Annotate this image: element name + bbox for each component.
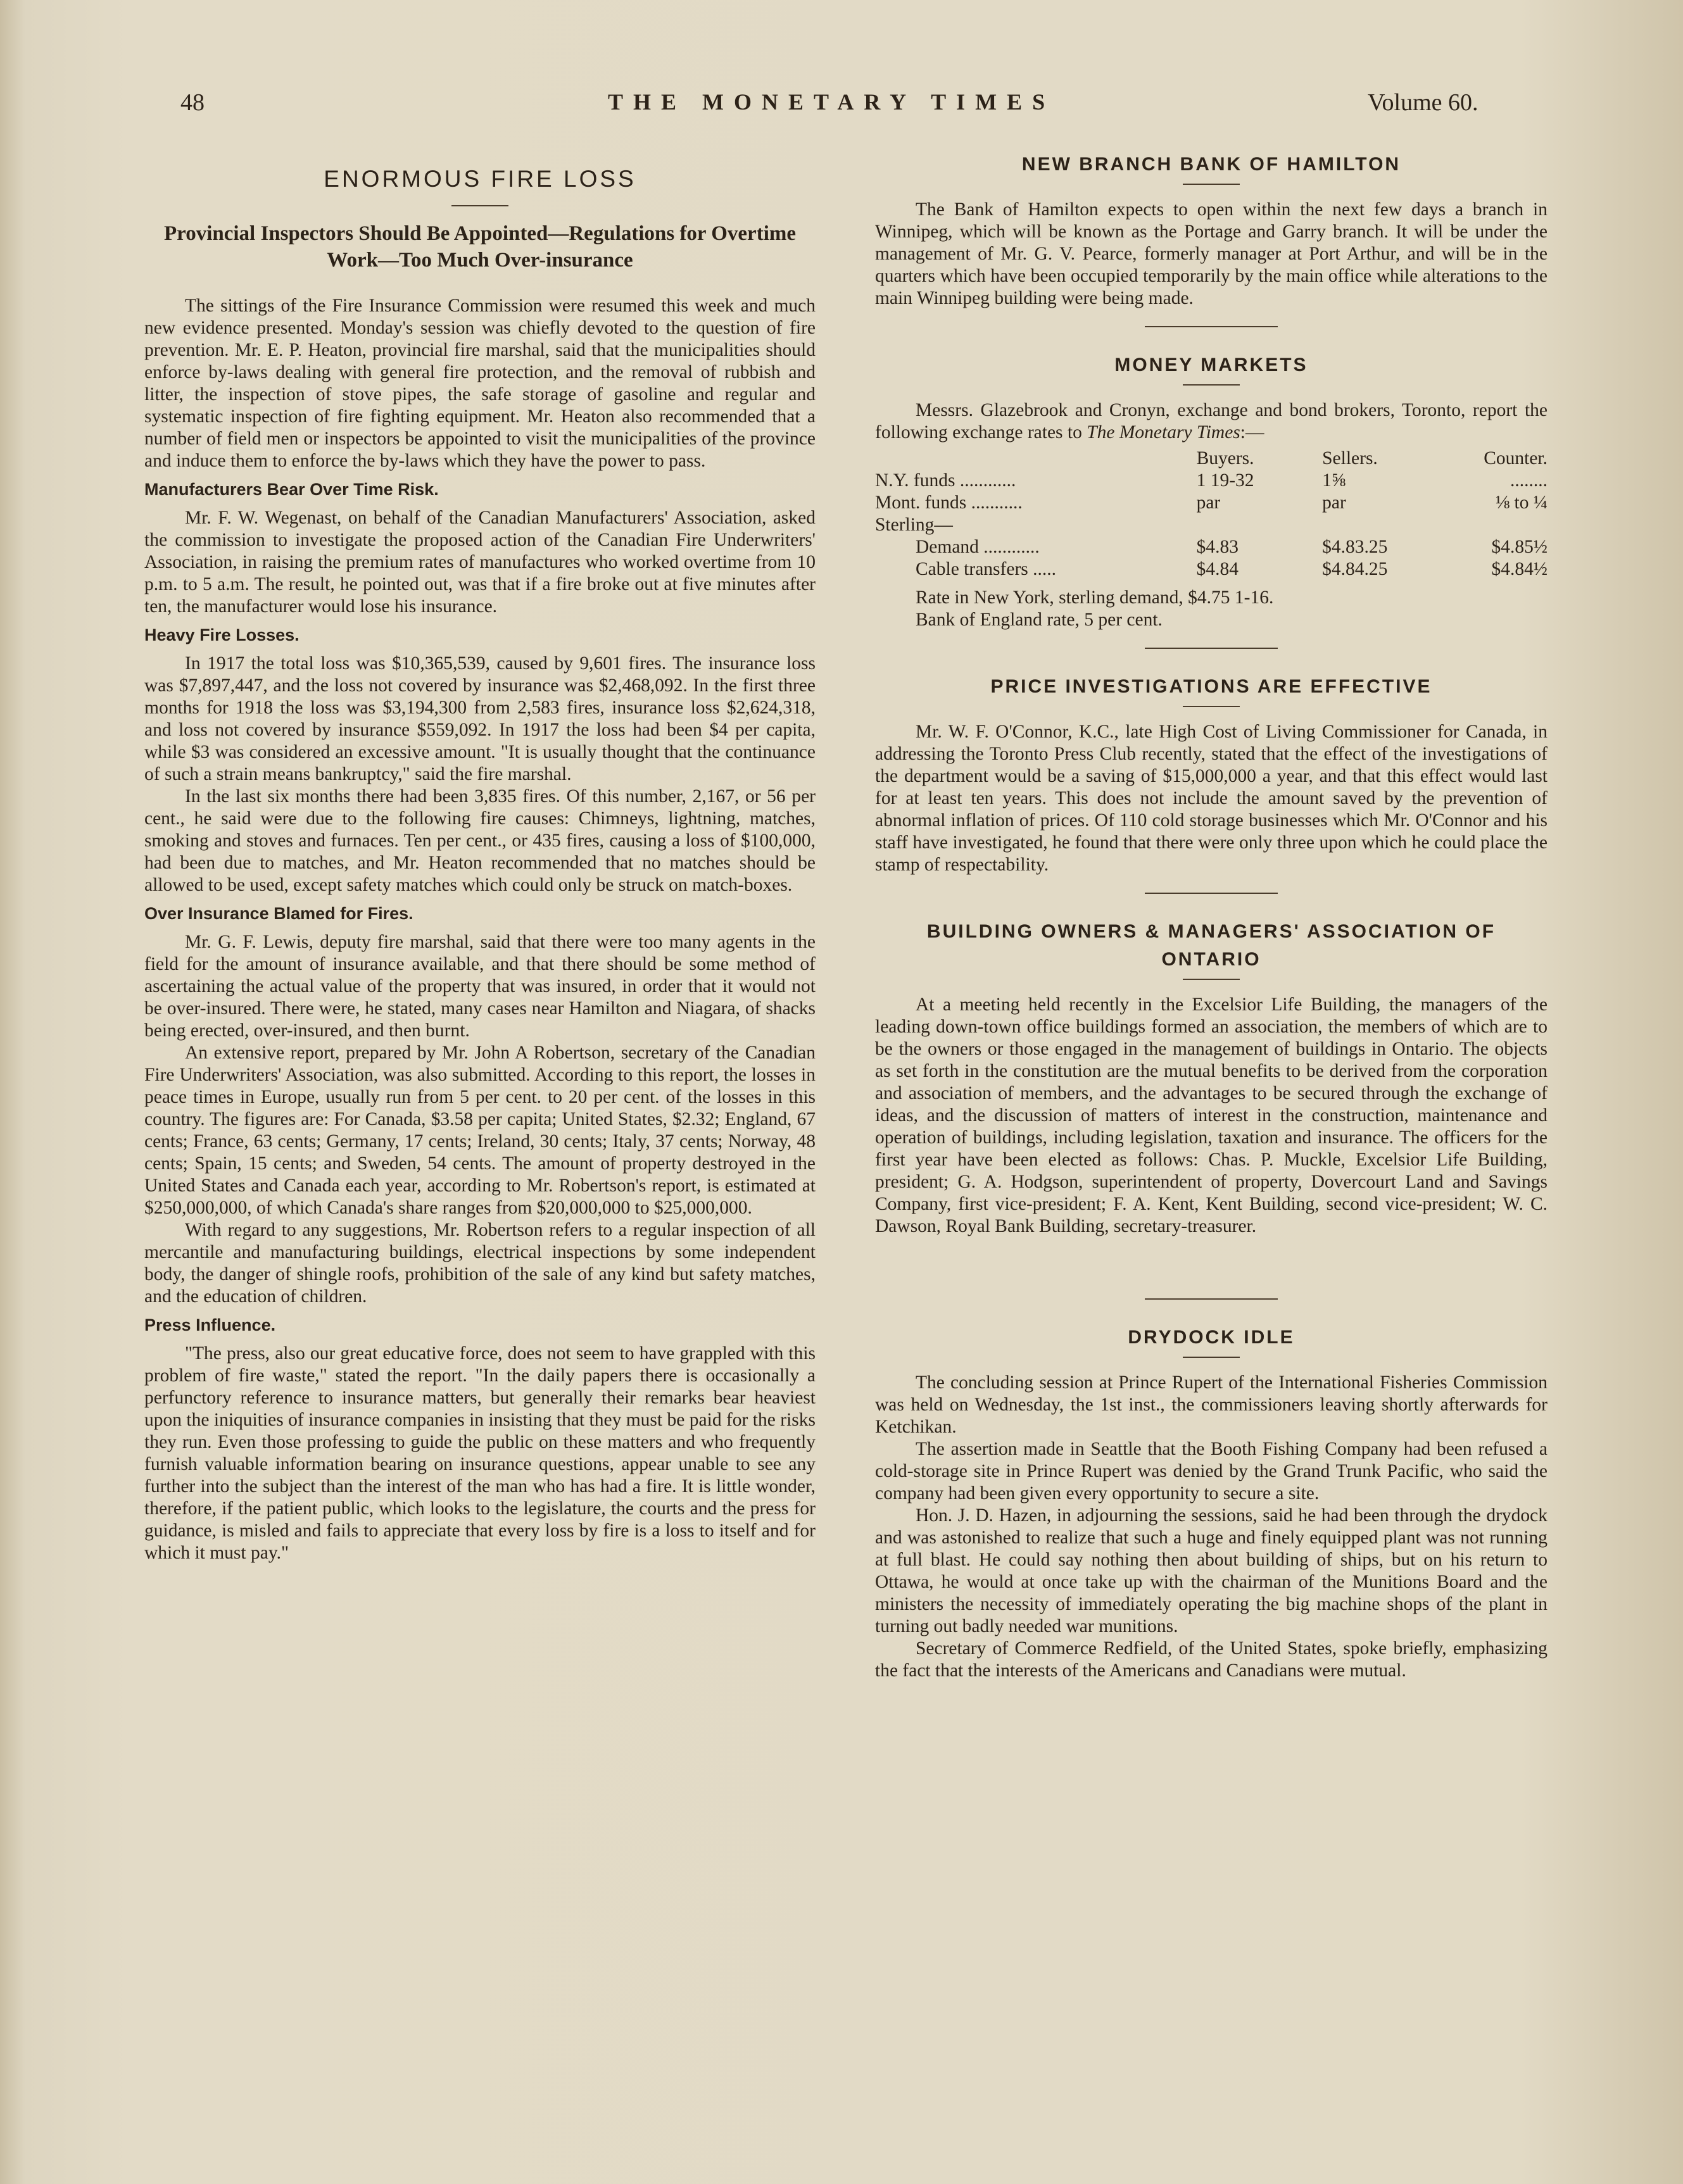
- table-header-cell: Counter.: [1484, 448, 1547, 468]
- row-label: Mont. funds ...........: [875, 493, 1023, 513]
- paragraph: At a meeting held recently in the Excelsior Life Building, the managers of the leading down-town office buildings formed an association, the members of which are to be the owners or those engaged in the management of buildings in Ontario. The objects as set forth in the constitution are the mutual benefits to be derived from the corporation and association of members, and the advantages to be secured through the exchange of ideas, and the discussion of matters of interest in the construction, maintenance and operation of buildings, including legislation, taxation and insurance. The officers for the first year have been elected as follows: Chas. P. Muckle, Excelsior Life Building, president; G. A. Hodgson, superintendent of property, Dovercourt Land and Savings Company, first vice-president; F. A. Kent, Kent Building, second vice-president; W. C. Dawson, Royal Bank Building, secretary-treasurer.: [875, 995, 1547, 1236]
- counter-cell: ⅛ to ¼: [1496, 493, 1547, 513]
- title-rule: [1183, 979, 1240, 980]
- masthead: THE MONETARY TIMES: [608, 89, 1056, 115]
- table-row: [875, 536, 1547, 558]
- article-title-continued: ONTARIO: [1161, 949, 1261, 970]
- intro-paragraph: The sittings of the Fire Insurance Commission were resumed this week and much new evidence presented. Monday's session was chiefly devoted to the question of fire prevention. Mr. E. P. Heaton, provincial fire marshal, said that the municipalities should enforce by-laws dealing with general fire protection, and the removal of rubbish and litter, the inspection of stove pipes, the safe storage of gasoline and regular and systematic inspection of fire fighting equipment. Mr. Heaton also recommended that a number of field men or inspectors be appointed to visit the municipalities of the province and induce them to enforce the by-laws which they have the power to pass.: [144, 296, 816, 471]
- paragraph: In the last six months there had been 3,835 fires. Of this number, 2,167, or 56 per cent., he said were due to the following fire causes: Chimneys, lightning, matches, smoking and stoves and furnaces. Ten per cent., or 435 fires, causing a loss of $100,000, had been due to matches, and Mr. Heaton recommended that no matches should be allowed to be used, except safety matches which could only be struck on match-boxes.: [144, 786, 816, 895]
- buyers-cell: par: [1196, 493, 1221, 513]
- paragraph: "The press, also our great educative force, does not seem to have grappled with this problem of fire waste," stated the report. "In the daily papers there is occasionally a perfunctory reference to insurance matters, but generally their remarks bear heaviest upon the iniquities of insurance companies in insisting that they must be paid for the risks they run. Even those professing to guide the public on these matters and who frequently furnish valuable information bearing on insurance questions, appear unable to see any further into the subject than the interest of the man who has had a fire. It is little wonder, therefore, if the patient public, which looks to the legislature, the courts and the press for guidance, is misled and fails to appreciate that every loss by fire is a loss to itself and for which it must pay.": [144, 1343, 816, 1563]
- section-heading: Heavy Fire Losses.: [144, 625, 299, 644]
- article-divider: [1145, 648, 1278, 649]
- running-header: [0, 89, 1683, 133]
- article-subtitle: Provincial Inspectors Should Be Appointed—Regulations for Overtime Work—Too Much Over-insurance: [164, 222, 796, 272]
- article-title: NEW BRANCH BANK OF HAMILTON: [1021, 154, 1401, 175]
- counter-cell: [1443, 514, 1547, 536]
- buyers-cell: $4.83: [1196, 537, 1239, 557]
- article-title: BUILDING OWNERS & MANAGERS' ASSOCIATION OF: [926, 921, 1496, 942]
- table-header-cell: Buyers.: [1196, 448, 1254, 468]
- title-rule: [1183, 706, 1240, 707]
- right-column: [875, 152, 1547, 1682]
- publication-name: The Monetary Times: [1087, 422, 1240, 442]
- sellers-cell: [1322, 514, 1443, 536]
- section-heading: Manufacturers Bear Over Time Risk.: [144, 480, 439, 499]
- buyers-cell: 1 19-32: [1196, 470, 1254, 491]
- row-label: Sterling—: [875, 515, 953, 535]
- intro-text: Messrs. Glazebrook and Cronyn, exchange and bond brokers, Toronto, report the following exchange rates to: [875, 400, 1547, 442]
- row-label: N.Y. funds ............: [875, 470, 1016, 491]
- buyers-cell: [1197, 514, 1323, 536]
- counter-cell: $4.84½: [1491, 559, 1547, 579]
- paragraph: In 1917 the total loss was $10,365,539, caused by 9,601 fires. The insurance loss was $7,897,447, and the loss not covered by insurance was $2,468,092. In the first three months for 1918 the loss was $3,194,300 from 2,583 fires, insurance loss $2,624,318, and loss not covered by insurance $559,092. In 1917 the loss had been $4 per capita, while $3 was considered an excessive amount. "It is usually thought that the continuance of such a strain means bankruptcy," said the fire marshal.: [144, 653, 816, 784]
- sellers-cell: 1⅝: [1322, 470, 1346, 491]
- table-header-row: [875, 448, 1547, 470]
- paragraph: The Bank of Hamilton expects to open within the next few days a branch in Winnipeg, which will be known as the Portage and Garry branch. It will be under the management of Mr. G. V. Pearce, formerly manager at Port Arthur, and will be in the quarters which have been occupied temporarily by the main office while alterations to the main Winnipeg building were being made.: [875, 199, 1547, 308]
- rate-note: Rate in New York, sterling demand, $4.75 1-16.: [916, 587, 1274, 608]
- article-title: ENORMOUS FIRE LOSS: [324, 166, 636, 192]
- title-rule: [451, 205, 508, 206]
- title-rule: [1183, 1357, 1240, 1358]
- row-label: Cable transfers .....: [916, 559, 1056, 579]
- row-label: Demand ............: [916, 537, 1040, 557]
- sellers-cell: $4.83.25: [1322, 537, 1388, 557]
- article-divider: [1145, 1298, 1278, 1300]
- title-rule: [1183, 184, 1240, 185]
- section-heading: Press Influence.: [144, 1315, 276, 1334]
- article-divider: [1145, 893, 1278, 894]
- counter-cell: ........: [1510, 470, 1547, 491]
- exchange-rates-table: [875, 448, 1547, 581]
- section-heading: Over Insurance Blamed for Fires.: [144, 904, 413, 923]
- table-header-cell: [875, 448, 1197, 470]
- title-rule: [1183, 384, 1240, 386]
- table-row: [875, 492, 1547, 514]
- sellers-cell: par: [1322, 493, 1346, 513]
- table-header-cell: Sellers.: [1322, 448, 1378, 468]
- paragraph: The concluding session at Prince Rupert of the International Fisheries Commission was held on Wednesday, the 1st inst., the commissioners leaving shortly afterwards for Ketchikan.: [875, 1372, 1547, 1437]
- left-column: [144, 152, 816, 1564]
- table-row: [875, 514, 1547, 536]
- paragraph: With regard to any suggestions, Mr. Robertson refers to a regular inspection of all mercantile and manufacturing buildings, electrical inspections by some independent body, the danger of shingle roofs, prohibition of the sale of any kind but safety matches, and the education of children.: [144, 1220, 816, 1307]
- rate-note: Bank of England rate, 5 per cent.: [916, 610, 1163, 630]
- table-row: [875, 558, 1547, 581]
- sellers-cell: $4.84.25: [1322, 559, 1388, 579]
- paragraph: [875, 399, 1547, 444]
- article-divider: [1145, 326, 1278, 327]
- paragraph: The assertion made in Seattle that the Booth Fishing Company had been refused a cold-storage site in Prince Rupert was denied by the Grand Trunk Pacific, who said the company had been given every opportunity to secure a site.: [875, 1439, 1547, 1503]
- paragraph: Hon. J. D. Hazen, in adjourning the sessions, said he had been through the drydock and was astonished to realize that such a huge and finely equipped plant was not running at full blast. He could say nothing then about building of ships, but on his return to Ottawa, he would at once take up with the chairman of the Munitions Board and the ministers the necessity of immediately operating the big machine shops of the plant in turning out badly needed war munitions.: [875, 1505, 1547, 1636]
- paragraph: Mr. F. W. Wegenast, on behalf of the Canadian Manufacturers' Association, asked the commission to investigate the proposed action of the Canadian Fire Underwriters' Association, in raising the premium rates of manufactures who worked overtime from 10 p.m. to 5 a.m. The result, he pointed out, was that if a fire broke out at five minutes after ten, the manufacturer would lose his insurance.: [144, 508, 816, 617]
- article-title: MONEY MARKETS: [1114, 355, 1308, 375]
- table-row: [875, 470, 1547, 492]
- article-title: PRICE INVESTIGATIONS ARE EFFECTIVE: [990, 676, 1432, 697]
- counter-cell: $4.85½: [1491, 537, 1547, 557]
- paragraph: Mr. G. F. Lewis, deputy fire marshal, said that there were too many agents in the field for the amount of insurance available, and that there should be some method of ascertaining the actual value of the property that was insured, in order that it would not be over-insured. There were, he stated, many cases near Hamilton and Niagara, of shacks being erected, over-insured, and then burnt.: [144, 932, 816, 1041]
- buyers-cell: $4.84: [1196, 559, 1239, 579]
- volume-label: Volume 60.: [1368, 89, 1478, 116]
- page-number: 48: [180, 89, 205, 116]
- intro-suffix: :—: [1240, 422, 1264, 442]
- article-title: DRYDOCK IDLE: [1128, 1327, 1295, 1348]
- paragraph: Mr. W. F. O'Connor, K.C., late High Cost of Living Commissioner for Canada, in addressing the Toronto Press Club recently, stated that the effect of the investigations of the department would be a saving of $15,000,000 a year, and that this effect would last for at least ten years. This does not include the amount saved by the prevention of abnormal inflation of prices. Of 110 cold storage businesses which Mr. O'Connor and his staff have investigated, he found that there were only three upon which he could place the stamp of respectability.: [875, 722, 1547, 875]
- paragraph: Secretary of Commerce Redfield, of the United States, spoke briefly, emphasizing the fact that the interests of the Americans and Canadians were mutual.: [875, 1638, 1547, 1681]
- paragraph: An extensive report, prepared by Mr. John A Robertson, secretary of the Canadian Fire Underwriters' Association, was also submitted. According to this report, the losses in peace times in Europe, usually run from 5 per cent. to 20 per cent. of the losses in this country. The figures are: For Canada, $3.58 per capita; United States, $2.32; England, 67 cents; France, 63 cents; Germany, 17 cents; Ireland, 30 cents; Italy, 37 cents; Norway, 48 cents; Spain, 15 cents; and Sweden, 54 cents. The amount of property destroyed in the United States and Canada each year, according to Mr. Robertson's report, is estimated at $250,000,000, of which Canada's share ranges from $20,000,000 to $25,000,000.: [144, 1043, 816, 1218]
